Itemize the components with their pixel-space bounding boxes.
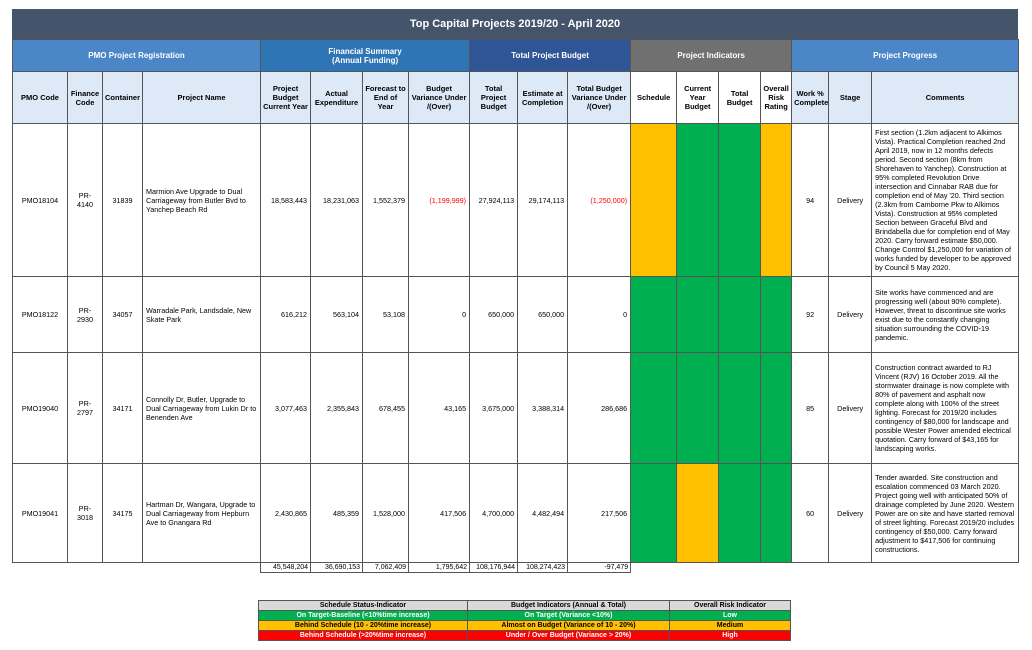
work-pct: 85 [792, 353, 829, 464]
project-name: Marmion Ave Upgrade to Dual Carriageway from Butler Bvd to Yanchep Beach Rd [143, 124, 261, 277]
comments: Tender awarded. Site construction and escalation commenced 03 March 2020. Project going well with anticipated 50% of drainage completed by June 2020. Western Power are on site and have started removal of street lighting. Forecast 2019/20 includes contingency of $50,000. Carry forward adjustment to $417,506 for continuing constructions. [872, 464, 1019, 563]
col-comments: Comments [872, 72, 1019, 124]
legend-schedule: Behind Schedule (>20%time increase) [259, 631, 468, 641]
total-actual-expenditure: 36,690,153 [311, 563, 363, 573]
overall-risk-indicator [761, 464, 792, 563]
group-project-progress: Project Progress [792, 40, 1019, 72]
finance-code: PR-4140 [68, 124, 103, 277]
total-project-budget: 3,675,000 [470, 353, 518, 464]
col-container: Container [103, 72, 143, 124]
col-budget-current-year: Project Budget Current Year [261, 72, 311, 124]
work-pct: 92 [792, 277, 829, 353]
group-financial-summary: Financial Summary (Annual Funding) [261, 40, 470, 72]
total-budget-variance: 217,506 [568, 464, 631, 563]
schedule-indicator [631, 277, 677, 353]
budget-current-year: 616,212 [261, 277, 311, 353]
schedule-indicator [631, 124, 677, 277]
col-stage: Stage [829, 72, 872, 124]
pmo-code: PMO18122 [13, 277, 68, 353]
budget-current-year: 18,583,443 [261, 124, 311, 277]
group-total-project-budget: Total Project Budget [470, 40, 631, 72]
legend-budget: Under / Over Budget (Variance > 20%) [468, 631, 670, 641]
group-project-indicators: Project Indicators [631, 40, 792, 72]
legend-header-schedule: Schedule Status-Indicator [259, 601, 468, 611]
pmo-code: PMO18104 [13, 124, 68, 277]
col-overall-risk: Overall Risk Rating [761, 72, 792, 124]
budget-variance: (1,199,999) [409, 124, 470, 277]
forecast-eoy: 678,455 [363, 353, 409, 464]
total-forecast-eoy: 7,062,409 [363, 563, 409, 573]
finance-code: PR-3018 [68, 464, 103, 563]
col-budget-variance: Budget Variance Under /(Over) [409, 72, 470, 124]
total-budget-indicator [719, 277, 761, 353]
current-year-budget-indicator [677, 277, 719, 353]
col-schedule: Schedule [631, 72, 677, 124]
legend-budget: On Target (Variance <10%) [468, 611, 670, 621]
current-year-budget-indicator [677, 124, 719, 277]
stage: Delivery [829, 124, 872, 277]
comments: First section (1.2km adjacent to Alkimos Vista). Practical Completion reached 2nd April 2019, now in 12 months defects period. Second section (8km from Shorehaven to Yanchep). Construction at 95% completed Revolution Drive intersection and Cinnabar RAB due for completion end of May '20. Third section (2.3km from Camborne Pkw to Alkimos Vista). Construction at 95% completed Section between Graceful Blvd and Brindabella due for completion end of May 2020. Carry forward estimate $50,000. Change Control $1,250,000 for variation of works funded by developer to be approved by Council 5 May 2020. [872, 124, 1019, 277]
col-project-name: Project Name [143, 72, 261, 124]
schedule-indicator [631, 353, 677, 464]
col-finance-code: Finance Code [68, 72, 103, 124]
forecast-eoy: 53,108 [363, 277, 409, 353]
total-project-budget-sum: 108,176,944 [470, 563, 518, 573]
total-project-budget: 27,924,113 [470, 124, 518, 277]
total-budget-variance: 286,686 [568, 353, 631, 464]
col-actual-expenditure: Actual Expenditure [311, 72, 363, 124]
comments: Site works have commenced and are progressing well (about 90% complete). However, threat to discontinue site works exist due to the constantly changing situation surrounding the COVID-19 pandemic. [872, 277, 1019, 353]
group-pmo-registration: PMO Project Registration [13, 40, 261, 72]
legend-row-green [259, 611, 791, 621]
pmo-code: PMO19041 [13, 464, 68, 563]
col-work-pct: Work % Complete [792, 72, 829, 124]
project-name: Warradale Park, Landsdale, New Skate Park [143, 277, 261, 353]
legend-schedule: On Target-Baseline (<10%time increase) [259, 611, 468, 621]
total-project-budget: 4,700,000 [470, 464, 518, 563]
table-row [13, 277, 1019, 353]
total-budget-variance-sum: 1,795,642 [409, 563, 470, 573]
stage: Delivery [829, 353, 872, 464]
project-name: Hartman Dr, Wangara, Upgrade to Dual Carriageway from Hepburn Ave to Gnangara Rd [143, 464, 261, 563]
legend-row-amber [259, 621, 791, 631]
stage: Delivery [829, 464, 872, 563]
col-pmo-code: PMO Code [13, 72, 68, 124]
table-row [13, 124, 1019, 277]
col-total-budget-variance: Total Budget Variance Under /(Over) [568, 72, 631, 124]
total-project-budget: 650,000 [470, 277, 518, 353]
total-budget-indicator [719, 353, 761, 464]
estimate-completion: 650,000 [518, 277, 568, 353]
current-year-budget-indicator [677, 464, 719, 563]
estimate-completion: 4,482,494 [518, 464, 568, 563]
report-title: Top Capital Projects 2019/20 - April 2020 [12, 9, 1018, 39]
legend-header-risk: Overall Risk Indicator [670, 601, 791, 611]
total-budget-indicator [719, 124, 761, 277]
total-total-budget-variance: -97,479 [568, 563, 631, 573]
budget-variance: 43,165 [409, 353, 470, 464]
budget-current-year: 3,077,463 [261, 353, 311, 464]
budget-variance: 417,506 [409, 464, 470, 563]
container: 34175 [103, 464, 143, 563]
forecast-eoy: 1,528,000 [363, 464, 409, 563]
comments: Construction contract awarded to RJ Vincent (RJV) 16 October 2019. All the stormwater drainage is now complete with 80% of pavement and asphalt now complete along with 100% of the street lighting. Forecast for 2019/20 includes contingency of $80,000 for landscape and possible Wester Power amended electrical quotation. Carry forward of $43,165 for landscaping works. [872, 353, 1019, 464]
estimate-completion: 29,174,113 [518, 124, 568, 277]
actual-expenditure: 18,231,063 [311, 124, 363, 277]
pmo-code: PMO19040 [13, 353, 68, 464]
estimate-completion: 3,388,314 [518, 353, 568, 464]
legend-risk: Low [670, 611, 791, 621]
overall-risk-indicator [761, 353, 792, 464]
legend-table [258, 600, 791, 641]
table-row [13, 353, 1019, 464]
col-forecast-eoy: Forecast to End of Year [363, 72, 409, 124]
actual-expenditure: 563,104 [311, 277, 363, 353]
current-year-budget-indicator [677, 353, 719, 464]
container: 34171 [103, 353, 143, 464]
col-total-budget: Total Budget [719, 72, 761, 124]
container: 31839 [103, 124, 143, 277]
work-pct: 94 [792, 124, 829, 277]
total-budget-variance: (1,250,000) [568, 124, 631, 277]
total-budget-variance: 0 [568, 277, 631, 353]
budget-variance: 0 [409, 277, 470, 353]
legend-row-red [259, 631, 791, 641]
finance-code: PR-2930 [68, 277, 103, 353]
budget-current-year: 2,430,865 [261, 464, 311, 563]
container: 34057 [103, 277, 143, 353]
table-row [13, 464, 1019, 563]
col-estimate-completion: Estimate at Completion [518, 72, 568, 124]
actual-expenditure: 2,355,843 [311, 353, 363, 464]
col-total-project-budget: Total Project Budget [470, 72, 518, 124]
total-estimate-completion: 108,274,423 [518, 563, 568, 573]
projects-table [12, 39, 1019, 573]
overall-risk-indicator [761, 277, 792, 353]
schedule-indicator [631, 464, 677, 563]
actual-expenditure: 485,359 [311, 464, 363, 563]
col-current-year-budget: Current Year Budget [677, 72, 719, 124]
total-budget-indicator [719, 464, 761, 563]
legend-risk: Medium [670, 621, 791, 631]
finance-code: PR-2797 [68, 353, 103, 464]
work-pct: 60 [792, 464, 829, 563]
legend-schedule: Behind Schedule (10 - 20%time increase) [259, 621, 468, 631]
total-budget-current-year: 45,548,204 [261, 563, 311, 573]
totals-row [13, 563, 1019, 573]
legend-header-budget: Budget Indicators (Annual & Total) [468, 601, 670, 611]
stage: Delivery [829, 277, 872, 353]
legend-risk: High [670, 631, 791, 641]
project-name: Connolly Dr, Butler, Upgrade to Dual Carriageway from Lukin Dr to Benenden Ave [143, 353, 261, 464]
overall-risk-indicator [761, 124, 792, 277]
legend-budget: Almost on Budget (Variance of 10 - 20%) [468, 621, 670, 631]
forecast-eoy: 1,552,379 [363, 124, 409, 277]
